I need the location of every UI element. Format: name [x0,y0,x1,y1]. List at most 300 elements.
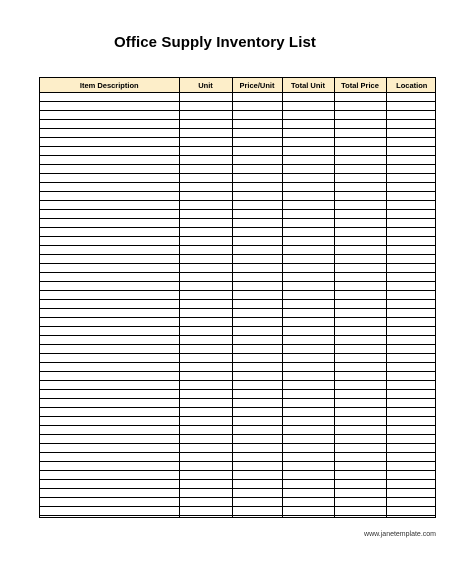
table-cell[interactable] [232,219,282,228]
table-cell[interactable] [334,264,386,273]
table-cell[interactable] [386,309,436,318]
table-cell[interactable] [179,255,232,264]
table-cell[interactable] [40,327,179,336]
table-cell[interactable] [334,93,386,102]
table-cell[interactable] [40,480,179,489]
table-cell[interactable] [386,138,436,147]
table-cell[interactable] [282,336,334,345]
table-cell[interactable] [334,201,386,210]
table-cell[interactable] [334,480,386,489]
table-cell[interactable] [232,210,282,219]
table-cell[interactable] [282,93,334,102]
table-cell[interactable] [40,417,179,426]
table-cell[interactable] [232,480,282,489]
table-cell[interactable] [179,381,232,390]
table-cell[interactable] [179,345,232,354]
table-cell[interactable] [386,165,436,174]
table-cell[interactable] [282,201,334,210]
table-cell[interactable] [232,471,282,480]
table-cell[interactable] [282,507,334,516]
table-cell[interactable] [40,282,179,291]
table-cell[interactable] [40,471,179,480]
table-cell[interactable] [179,507,232,516]
table-cell[interactable] [386,471,436,480]
table-cell[interactable] [386,498,436,507]
table-cell[interactable] [386,111,436,120]
table-cell[interactable] [179,291,232,300]
table-cell[interactable] [40,192,179,201]
table-cell[interactable] [334,291,386,300]
table-cell[interactable] [334,147,386,156]
table-cell[interactable] [179,183,232,192]
table-cell[interactable] [282,156,334,165]
table-cell[interactable] [334,282,386,291]
table-cell[interactable] [282,345,334,354]
table-cell[interactable] [386,381,436,390]
table-cell[interactable] [232,120,282,129]
table-cell[interactable] [282,237,334,246]
table-cell[interactable] [40,381,179,390]
table-row [40,516,436,519]
table-cell[interactable] [40,138,179,147]
table-cell[interactable] [232,291,282,300]
table-cell[interactable] [232,498,282,507]
table-cell[interactable] [232,165,282,174]
table-cell[interactable] [179,462,232,471]
table-cell[interactable] [179,264,232,273]
table-cell[interactable] [232,129,282,138]
table-cell[interactable] [386,390,436,399]
table-cell[interactable] [334,381,386,390]
table-cell[interactable] [179,480,232,489]
table-cell[interactable] [334,354,386,363]
table-cell[interactable] [282,138,334,147]
table-cell[interactable] [179,201,232,210]
table-cell[interactable] [334,426,386,435]
table-cell[interactable] [179,237,232,246]
table-cell[interactable] [179,219,232,228]
table-cell[interactable] [179,309,232,318]
table-cell[interactable] [282,192,334,201]
table-cell[interactable] [334,120,386,129]
table-cell[interactable] [386,480,436,489]
table-cell[interactable] [282,120,334,129]
table-cell[interactable] [179,399,232,408]
table-cell[interactable] [334,435,386,444]
table-cell[interactable] [232,102,282,111]
table-cell[interactable] [334,516,386,519]
table-cell[interactable] [334,210,386,219]
table-cell[interactable] [386,210,436,219]
table-cell[interactable] [386,291,436,300]
table-cell[interactable] [179,327,232,336]
table-cell[interactable] [386,255,436,264]
table-cell[interactable] [40,120,179,129]
table-cell[interactable] [334,192,386,201]
table-cell[interactable] [40,255,179,264]
table-cell[interactable] [334,309,386,318]
table-cell[interactable] [386,417,436,426]
table-cell[interactable] [334,138,386,147]
table-cell[interactable] [282,444,334,453]
table-cell[interactable] [232,147,282,156]
table-row [40,327,436,336]
table-cell[interactable] [179,120,232,129]
table-cell[interactable] [282,246,334,255]
table-cell[interactable] [40,273,179,282]
table-cell[interactable] [334,489,386,498]
table-cell[interactable] [179,210,232,219]
table-cell[interactable] [232,174,282,183]
table-cell[interactable] [282,318,334,327]
table-cell[interactable] [40,516,179,519]
table-cell[interactable] [40,183,179,192]
table-cell[interactable] [179,93,232,102]
table-cell[interactable] [232,237,282,246]
table-cell[interactable] [386,156,436,165]
table-cell[interactable] [386,237,436,246]
table-cell[interactable] [334,408,386,417]
table-cell[interactable] [282,264,334,273]
table-cell[interactable] [386,129,436,138]
table-cell[interactable] [232,111,282,120]
table-cell[interactable] [282,147,334,156]
table-cell[interactable] [232,246,282,255]
table-cell[interactable] [386,489,436,498]
table-cell[interactable] [334,372,386,381]
table-cell[interactable] [179,228,232,237]
table-cell[interactable] [334,246,386,255]
table-cell[interactable] [40,111,179,120]
table-cell[interactable] [386,336,436,345]
table-cell[interactable] [282,417,334,426]
table-cell[interactable] [282,273,334,282]
table-cell[interactable] [282,363,334,372]
table-cell[interactable] [179,417,232,426]
table-cell[interactable] [40,372,179,381]
table-cell[interactable] [386,228,436,237]
table-cell[interactable] [386,327,436,336]
table-cell[interactable] [334,399,386,408]
table-cell[interactable] [386,354,436,363]
table-cell[interactable] [179,102,232,111]
table-cell[interactable] [179,174,232,183]
table-cell[interactable] [386,516,436,519]
table-cell[interactable] [334,471,386,480]
table-cell[interactable] [334,111,386,120]
table-cell[interactable] [386,363,436,372]
table-cell[interactable] [282,480,334,489]
table-row [40,255,436,264]
table-cell[interactable] [386,102,436,111]
table-cell[interactable] [40,354,179,363]
table-cell[interactable] [232,264,282,273]
table-cell[interactable] [386,282,436,291]
table-cell[interactable] [232,228,282,237]
table-cell[interactable] [334,165,386,174]
table-cell[interactable] [232,507,282,516]
table-cell[interactable] [232,372,282,381]
table-cell[interactable] [386,201,436,210]
table-row [40,435,436,444]
table-cell[interactable] [232,453,282,462]
table-cell[interactable] [232,318,282,327]
table-cell[interactable] [40,174,179,183]
table-cell[interactable] [40,345,179,354]
table-cell[interactable] [179,408,232,417]
table-cell[interactable] [282,390,334,399]
table-cell[interactable] [282,435,334,444]
table-cell[interactable] [179,498,232,507]
table-row [40,174,436,183]
table-cell[interactable] [179,435,232,444]
table-row [40,462,436,471]
table-cell[interactable] [386,300,436,309]
table-cell[interactable] [282,309,334,318]
table-cell[interactable] [282,372,334,381]
table-cell[interactable] [232,363,282,372]
table-cell[interactable] [179,165,232,174]
table-cell[interactable] [386,435,436,444]
table-cell[interactable] [386,408,436,417]
table-cell[interactable] [232,300,282,309]
table-cell[interactable] [40,390,179,399]
table-cell[interactable] [179,246,232,255]
table-cell[interactable] [40,165,179,174]
table-cell[interactable] [232,282,282,291]
table-cell[interactable] [334,444,386,453]
table-cell[interactable] [386,120,436,129]
table-cell[interactable] [386,462,436,471]
table-cell[interactable] [232,390,282,399]
table-cell[interactable] [40,318,179,327]
table-cell[interactable] [334,102,386,111]
table-cell[interactable] [40,147,179,156]
table-cell[interactable] [40,264,179,273]
table-cell[interactable] [179,111,232,120]
table-cell[interactable] [40,336,179,345]
table-cell[interactable] [232,309,282,318]
table-cell[interactable] [386,264,436,273]
table-cell[interactable] [386,507,436,516]
table-cell[interactable] [386,426,436,435]
table-cell[interactable] [232,399,282,408]
table-row [40,156,436,165]
table-cell[interactable] [334,390,386,399]
table-cell[interactable] [334,174,386,183]
table-cell[interactable] [282,327,334,336]
table-cell[interactable] [232,138,282,147]
table-cell[interactable] [179,282,232,291]
table-cell[interactable] [386,453,436,462]
table-cell[interactable] [232,255,282,264]
table-cell[interactable] [179,444,232,453]
table-cell[interactable] [334,219,386,228]
table-cell[interactable] [334,318,386,327]
table-cell[interactable] [386,93,436,102]
table-cell[interactable] [179,471,232,480]
column-header-total-price: Total Price [334,78,386,93]
table-cell[interactable] [386,273,436,282]
table-cell[interactable] [334,336,386,345]
table-cell[interactable] [282,516,334,519]
table-cell[interactable] [386,372,436,381]
table-cell[interactable] [232,93,282,102]
table-cell[interactable] [40,408,179,417]
table-cell[interactable] [232,345,282,354]
table-cell[interactable] [282,354,334,363]
table-cell[interactable] [334,129,386,138]
table-cell[interactable] [282,408,334,417]
table-cell[interactable] [386,219,436,228]
table-cell[interactable] [282,228,334,237]
table-cell[interactable] [282,399,334,408]
table-cell[interactable] [40,129,179,138]
table-cell[interactable] [40,93,179,102]
table-cell[interactable] [334,183,386,192]
table-cell[interactable] [232,327,282,336]
table-cell[interactable] [232,417,282,426]
table-row [40,372,436,381]
table-cell[interactable] [40,210,179,219]
table-cell[interactable] [179,372,232,381]
table-cell[interactable] [40,291,179,300]
table-cell[interactable] [40,399,179,408]
table-cell[interactable] [386,192,436,201]
table-cell[interactable] [334,327,386,336]
table-cell[interactable] [282,282,334,291]
table-cell[interactable] [386,147,436,156]
table-cell[interactable] [40,300,179,309]
table-cell[interactable] [282,174,334,183]
table-cell[interactable] [40,426,179,435]
table-cell[interactable] [232,426,282,435]
table-cell[interactable] [282,219,334,228]
table-cell[interactable] [179,363,232,372]
table-cell[interactable] [282,462,334,471]
table-cell[interactable] [386,318,436,327]
table-cell[interactable] [334,156,386,165]
table-cell[interactable] [334,300,386,309]
table-cell[interactable] [386,174,436,183]
table-cell[interactable] [282,471,334,480]
table-cell[interactable] [232,489,282,498]
table-cell[interactable] [179,273,232,282]
table-cell[interactable] [179,336,232,345]
table-cell[interactable] [40,156,179,165]
table-cell[interactable] [179,300,232,309]
table-cell[interactable] [40,219,179,228]
table-cell[interactable] [282,381,334,390]
table-cell[interactable] [40,309,179,318]
table-cell[interactable] [40,498,179,507]
table-cell[interactable] [40,228,179,237]
table-row [40,507,436,516]
table-cell[interactable] [232,354,282,363]
table-cell[interactable] [334,507,386,516]
table-cell[interactable] [40,102,179,111]
table-cell[interactable] [179,129,232,138]
table-cell[interactable] [386,399,436,408]
table-cell[interactable] [232,192,282,201]
table-cell[interactable] [40,201,179,210]
table-cell[interactable] [282,453,334,462]
table-cell[interactable] [282,129,334,138]
table-cell[interactable] [282,210,334,219]
table-cell[interactable] [179,390,232,399]
table-cell[interactable] [282,300,334,309]
table-cell[interactable] [386,444,436,453]
table-cell[interactable] [334,228,386,237]
table-cell[interactable] [282,111,334,120]
table-cell[interactable] [232,273,282,282]
table-cell[interactable] [334,498,386,507]
table-cell[interactable] [334,345,386,354]
table-cell[interactable] [282,498,334,507]
table-cell[interactable] [232,516,282,519]
table-cell[interactable] [40,246,179,255]
table-cell[interactable] [232,408,282,417]
table-cell[interactable] [40,507,179,516]
table-cell[interactable] [232,336,282,345]
table-cell[interactable] [334,237,386,246]
table-cell[interactable] [179,426,232,435]
table-cell[interactable] [179,192,232,201]
table-cell[interactable] [232,183,282,192]
table-row [40,264,436,273]
table-cell[interactable] [179,156,232,165]
table-cell[interactable] [179,516,232,519]
table-cell[interactable] [334,273,386,282]
table-cell[interactable] [334,453,386,462]
table-cell[interactable] [282,426,334,435]
table-cell[interactable] [282,183,334,192]
table-cell[interactable] [282,489,334,498]
table-cell[interactable] [386,345,436,354]
table-cell[interactable] [282,102,334,111]
table-cell[interactable] [179,147,232,156]
table-cell[interactable] [334,363,386,372]
table-cell[interactable] [40,363,179,372]
table-cell[interactable] [232,381,282,390]
table-cell[interactable] [386,246,436,255]
table-cell[interactable] [334,417,386,426]
table-cell[interactable] [40,444,179,453]
table-cell[interactable] [40,462,179,471]
table-cell[interactable] [282,291,334,300]
table-cell[interactable] [179,138,232,147]
table-cell[interactable] [334,462,386,471]
table-cell[interactable] [282,165,334,174]
table-cell[interactable] [40,237,179,246]
table-cell[interactable] [232,462,282,471]
table-cell[interactable] [179,489,232,498]
table-cell[interactable] [232,435,282,444]
table-cell[interactable] [179,354,232,363]
table-cell[interactable] [40,435,179,444]
table-cell[interactable] [282,255,334,264]
table-cell[interactable] [232,156,282,165]
inventory-table [40,78,436,518]
table-cell[interactable] [232,201,282,210]
table-cell[interactable] [179,318,232,327]
table-cell[interactable] [40,453,179,462]
table-cell[interactable] [232,444,282,453]
table-cell[interactable] [40,489,179,498]
table-cell[interactable] [386,183,436,192]
table-cell[interactable] [179,453,232,462]
table-cell[interactable] [334,255,386,264]
